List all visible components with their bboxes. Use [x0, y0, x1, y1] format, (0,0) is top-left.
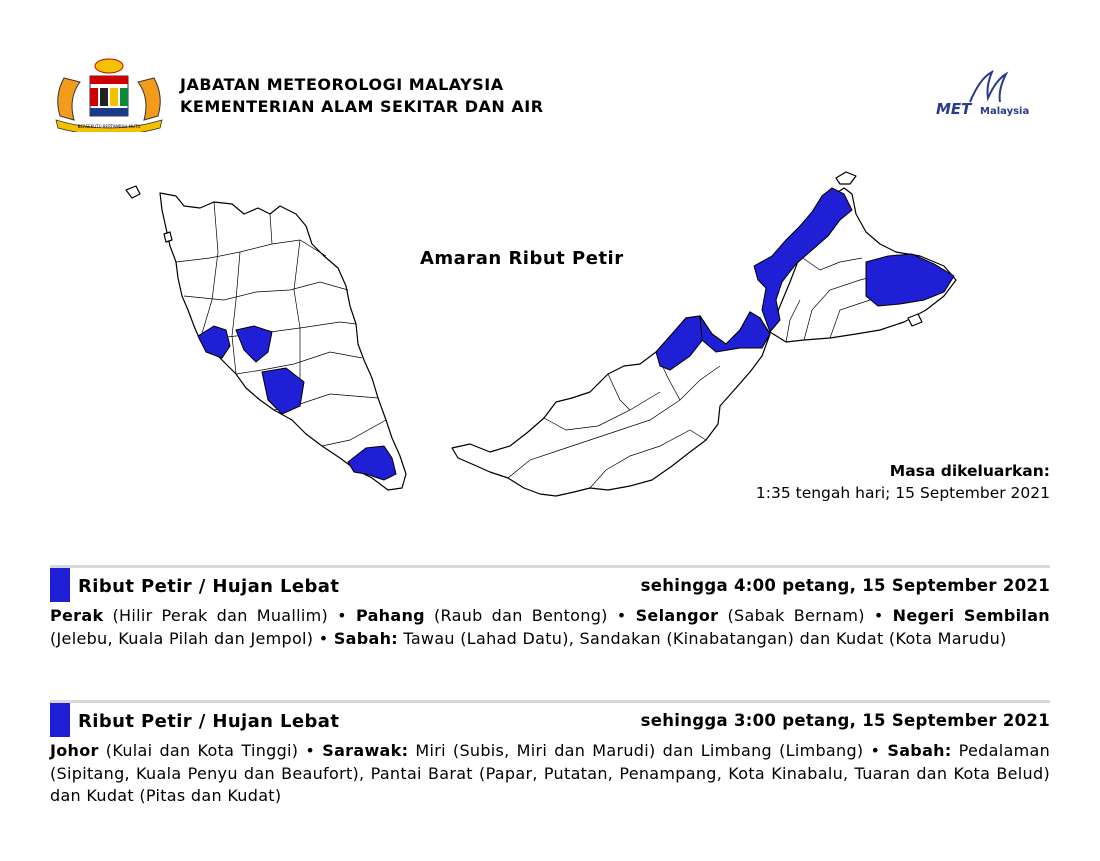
- state-name: Perak: [50, 606, 104, 625]
- peninsular-malaysia: [160, 193, 406, 490]
- state-name: Johor: [50, 741, 99, 760]
- coat-of-arms-icon: [50, 58, 168, 132]
- section-header: [50, 568, 1050, 602]
- district-list: Pedalaman (Sipitang, Kuala Penyu dan Beaufort), Pantai Barat (Papar, Putatan, Penampang, Kota Kinabalu, Tuaran dan Kota Belud) dan Kudat (Pitas dan Kudat): [50, 741, 1051, 805]
- warning-title: Ribut Petir / Hujan Lebat: [78, 711, 340, 732]
- warning-title: Ribut Petir / Hujan Lebat: [78, 576, 340, 597]
- map-title: Amaran Ribut Petir: [420, 248, 624, 269]
- district-list: (Jelebu, Kuala Pilah dan Jempol): [50, 628, 314, 648]
- sarawak: [452, 312, 770, 496]
- state-name: Pahang: [355, 606, 425, 625]
- district-list: (Kulai dan Kota Tinggi): [105, 741, 299, 760]
- sabah-island: [836, 172, 856, 184]
- langkawi-island: [126, 186, 140, 198]
- met-logo-sub: Malaysia: [980, 106, 1030, 117]
- warning-section-2: [50, 700, 1050, 820]
- warning-validity: sehingga 3:00 petang, 15 September 2021: [640, 711, 1050, 730]
- issued-value: 1:35 tengah hari; 15 September 2021: [755, 484, 1050, 502]
- header: [50, 58, 1050, 138]
- state-name: Sabah:: [887, 741, 952, 760]
- warning-areas-text: Perak (Hilir Perak dan Muallim) • Pahang (Raub dan Bentong) • Selangor (Sabak Bernam) • Negeri Sembilan (Jelebu, Kuala Pilah dan Jempol) • Sabah: Tawau (Lahad Datu), Sandakan (Kinabatangan) dan Kudat (Kota Marudu): [50, 606, 1050, 648]
- organization-name: [180, 74, 544, 118]
- district-list: Tawau (Lahad Datu), Sandakan (Kinabatangan) dan Kudat (Kota Marudu): [403, 628, 1007, 648]
- penang-island: [164, 232, 172, 242]
- issued-label: Masa dikeluarkan:: [889, 462, 1050, 480]
- district-list: Miri (Subis, Miri dan Marudi) dan Limbang (Limbang): [415, 741, 864, 760]
- district-list: (Raub dan Bentong): [433, 606, 608, 625]
- state-name: Negeri Sembilan: [892, 606, 1050, 625]
- warning-validity: sehingga 4:00 petang, 15 September 2021: [640, 576, 1050, 595]
- issued-time: [756, 460, 1050, 504]
- warning-section-1: [50, 565, 1050, 685]
- org-line-1: JABATAN METEOROLOGI MALAYSIA: [180, 75, 504, 94]
- warning-limbang: [700, 312, 770, 352]
- section-header: [50, 703, 1050, 737]
- org-line-2: KEMENTERIAN ALAM SEKITAR DAN AIR: [180, 97, 544, 116]
- svg-text:BERSEKUTU BERTAMBAH MUTU: BERSEKUTU BERTAMBAH MUTU: [77, 124, 141, 129]
- state-name: Selangor: [635, 606, 719, 625]
- warning-areas-text: Johor (Kulai dan Kota Tinggi) • Sarawak: Miri (Subis, Miri dan Marudi) dan Limbang (Limbang) • Sabah: Pedalaman (Sipitang, Kuala Penyu dan Beaufort), Pantai Barat (Papar, Putatan, Penampang, Kota Kinabalu, Tuaran dan Kota Belud) dan Kudat (Pitas dan Kudat): [50, 741, 1051, 805]
- state-name: Sabah:: [333, 628, 399, 648]
- district-list: (Sabak Bernam): [727, 606, 865, 625]
- met-logo-text: MET: [936, 100, 972, 118]
- district-list: (Hilir Perak dan Muallim): [112, 606, 329, 625]
- met-malaysia-logo: [936, 68, 1048, 120]
- state-name: Sarawak:: [322, 741, 409, 760]
